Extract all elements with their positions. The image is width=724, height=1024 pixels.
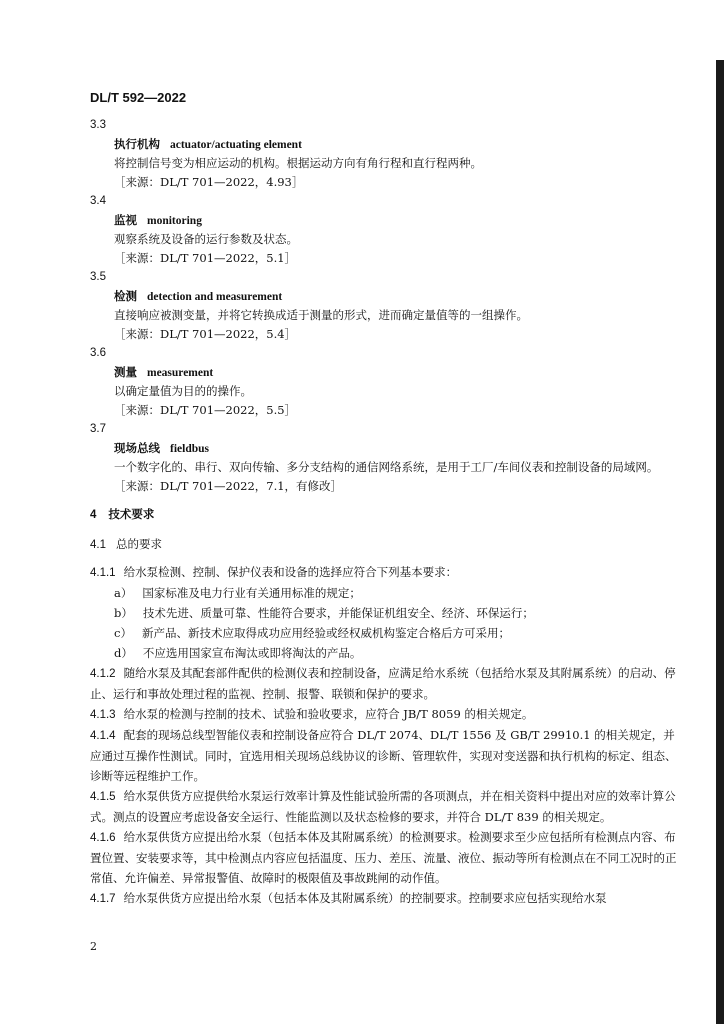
term-number: 3.7 (90, 423, 106, 435)
clause (90, 888, 686, 909)
clause-number: 4.1.6 (90, 832, 116, 844)
term-title (90, 439, 686, 458)
term-definition: 将控制信号变为相应运动的机构。根据运动方向有角行程和直行程两种。 (114, 156, 482, 170)
term-entry (90, 268, 686, 344)
term-title (90, 287, 686, 306)
term-source: ［来源：DL/T 701—2022，5.4］ (114, 327, 297, 341)
clause-number: 4.1.4 (90, 730, 116, 742)
list-item (90, 623, 686, 643)
term-entry (90, 192, 686, 268)
list-marker: d） (114, 646, 133, 660)
term-source: ［来源：DL/T 701—2022，5.1］ (114, 251, 297, 265)
term-entry (90, 344, 686, 420)
clause-number: 4.1.1 (90, 567, 116, 579)
section-heading (90, 506, 686, 525)
term-title-en: fieldbus (170, 443, 209, 455)
page-number: 2 (90, 940, 97, 953)
clause (90, 827, 686, 888)
term-title-zh: 测量 (114, 365, 137, 379)
list-text: 国家标准及电力行业有关通用标准的规定； (142, 586, 361, 600)
clause-text: 给水泵检测、控制、保护仪表和设备的选择应符合下列基本要求： (123, 565, 458, 579)
list-marker: c） (114, 626, 132, 640)
clause-number: 4.1.2 (90, 668, 116, 680)
term-definition: 一个数字化的、串行、双向传输、多分支结构的通信网络系统，是用于工厂/车间仪表和控制设备的局域网。 (114, 460, 659, 474)
clause-text: 给水泵供货方应提供给水泵运行效率计算及性能试验所需的各项测点，并在相关资料中提出对应的效率计算公式。测点的设置应考虑设备安全运行、性能监测以及状态检修的要求，并符合 DL/T 839 的相关规定。 (90, 789, 676, 824)
term-number: 3.5 (90, 271, 106, 283)
subsection-number: 4.1 (90, 539, 106, 551)
list-item (90, 583, 686, 603)
term-definition: 直接响应被测变量，并将它转换成适于测量的形式，进而确定量值等的一组操作。 (114, 308, 528, 322)
term-title-en: detection and measurement (147, 291, 283, 303)
term-number: 3.3 (90, 119, 106, 131)
list-text: 不应选用国家宣布淘汰或即将淘汰的产品。 (142, 646, 362, 660)
list-text: 新产品、新技术应取得成功应用经验或经权威机构鉴定合格后方可采用； (141, 626, 510, 640)
clause-text: 给水泵供货方应提出给水泵（包括本体及其附属系统）的检测要求。检测要求至少应包括所有检测点内容、布置位置、安装要求等，其中检测点内容应包括温度、压力、差压、流量、液位、振动等所有检测点在不同工况时的正常值、允许偏差、异常报警值、故障时的极限值及事故跳闸的动作值。 (90, 830, 677, 885)
term-title-zh: 现场总线 (114, 441, 160, 455)
clause-text: 随给水泵及其配套部件配供的检测仪表和控制设备，应满足给水系统（包括给水泵及其附属系统）的启动、停止、运行和事故处理过程的监视、控制、报警、联锁和保护的要求。 (90, 666, 676, 701)
term-title-en: actuator/actuating element (170, 139, 302, 151)
clause-text: 给水泵的检测与控制的技术、试验和验收要求，应符合 JB/T 8059 的相关规定。 (123, 707, 534, 721)
term-title-zh: 检测 (114, 289, 137, 303)
list-marker: b） (114, 606, 133, 620)
clause-number: 4.1.3 (90, 709, 116, 721)
list-marker: a） (114, 586, 133, 600)
list-text: 技术先进、质量可靠、性能符合要求，并能保证机组安全、经济、环保运行； (142, 606, 534, 620)
clause-text: 给水泵供货方应提出给水泵（包括本体及其附属系统）的控制要求。控制要求应包括实现给水泵 (123, 891, 607, 905)
section-number: 4 (90, 509, 97, 521)
term-number: 3.4 (90, 195, 106, 207)
term-source: ［来源：DL/T 701—2022，7.1，有修改］ (114, 479, 343, 493)
list-item (90, 603, 686, 623)
clause-number: 4.1.7 (90, 893, 116, 905)
term-title-zh: 执行机构 (114, 137, 160, 151)
term-definition: 以确定量值为目的的操作。 (114, 384, 252, 398)
clause (90, 786, 686, 827)
term-entry (90, 116, 686, 192)
term-title (90, 363, 686, 382)
section-title: 技术要求 (108, 509, 155, 521)
clause-number: 4.1.5 (90, 791, 116, 803)
document-body (90, 116, 686, 909)
term-title (90, 135, 686, 154)
list-item (90, 643, 686, 663)
term-title-zh: 监视 (114, 213, 137, 227)
term-source: ［来源：DL/T 701—2022，4.93］ (114, 175, 304, 189)
clause (90, 704, 686, 725)
term-source: ［来源：DL/T 701—2022，5.5］ (114, 403, 297, 417)
clause (90, 562, 686, 583)
clause (90, 663, 686, 704)
clause-text: 配套的现场总线型智能仪表和控制设备应符合 DL/T 2074、DL/T 1556 及 GB/T 29910.1 的相关规定，并应通过互操作性测试。同时，宜选用相关现场总线协议的诊断、管理软件，实现对变送器和执行机构的标定、组态、诊断等远程维护工作。 (90, 728, 677, 783)
subsection-heading (90, 535, 686, 554)
term-definition: 观察系统及设备的运行参数及状态。 (114, 232, 298, 246)
term-title (90, 211, 686, 230)
document-code: DL/T 592—2022 (90, 90, 187, 105)
scan-edge-shadow (716, 60, 724, 1024)
term-title-en: measurement (147, 367, 214, 379)
term-title-en: monitoring (147, 215, 202, 227)
clause (90, 725, 686, 786)
term-number: 3.6 (90, 347, 106, 359)
term-entry (90, 420, 686, 496)
subsection-title: 总的要求 (116, 537, 162, 551)
